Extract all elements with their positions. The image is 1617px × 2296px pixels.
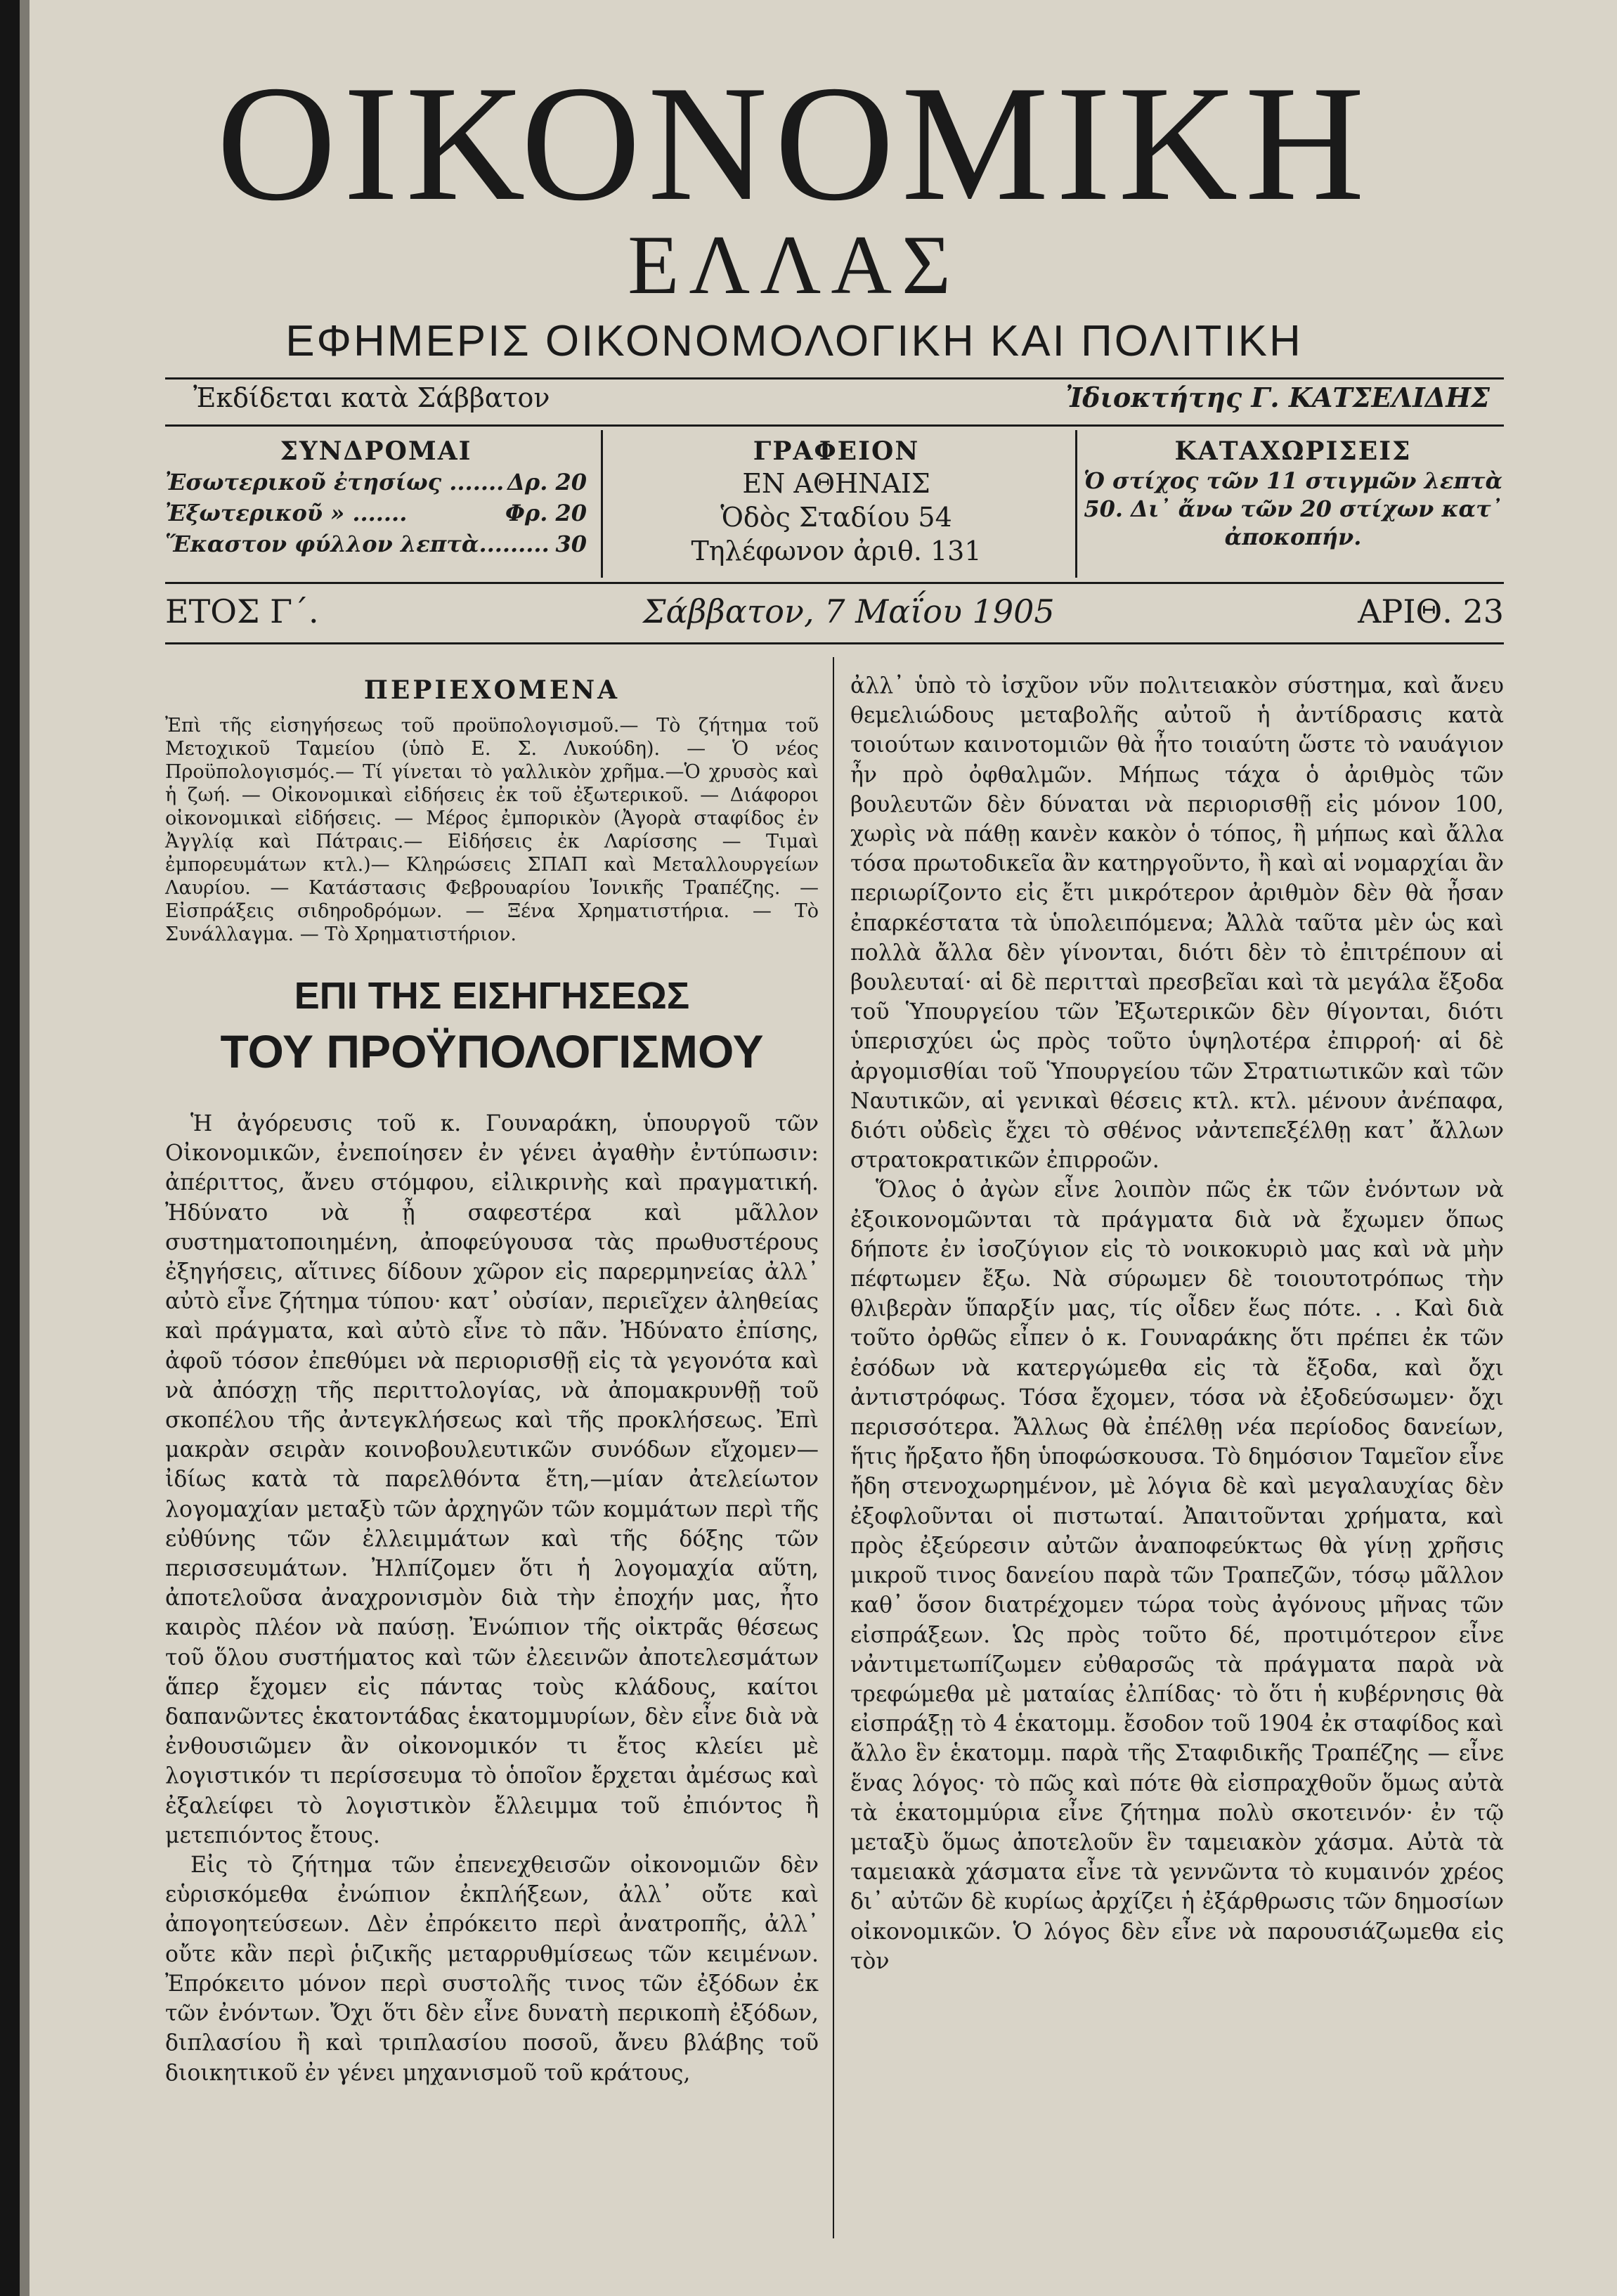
box-divider xyxy=(1075,430,1077,578)
subscription-row xyxy=(165,498,587,528)
article-paragraph: Ἡ ἀγόρευσις τοῦ κ. Γουναράκη, ὑπουργοῦ τῶν Οἰκονομικῶν, ἐνεποίησεν ἐν γένει ἀγαθὴν ἐντύπωσιν: ἀπέριττος, ἄνευ στόμφου, εἰλικρινὴς καὶ πραγματική. Ἠδύνατο νὰ ᾖ σαφεστέρα καὶ μᾶλλον συστηματοποιημένη, ἀποφεύγουσα τὰς πρωθυστέρους ἐξηγήσεις, αἵτινες δίδουν χῶρον εἰς παρερμηνείας ἀλλ᾽ αὐτὸ εἶνε ζήτημα τύπου· κατ᾽ οὐσίαν, περιεῖχεν ἀληθείας καὶ πράγματα, καὶ αὐτὸ εἶνε τὸ πᾶν. Ἠδύνατο ἐπίσης, ἀφοῦ τόσον ἐπεθύμει νὰ περιορισθῇ εἰς τὰ γεγονότα καὶ νὰ ἀπόσχῃ τῆς περιττολογίας, νὰ ἀπομακρυνθῇ τοῦ σκοπέλου τῆς ἀντεγκλήσεως καὶ τῆς προκλήσεως. Ἐπὶ μακρὰν σειρὰν κοινοβουλευτικῶν συνόδων εἴχομεν—ἰδίως κατὰ τὰ παρελθόντα ἔτη,—μίαν ἀτελείωτον λογομαχίαν μεταξὺ τῶν ἀρχηγῶν τῶν κομμάτων περὶ τῆς εὐθύνης τῶν ἐλλειμμάτων καὶ τῆς δόξης τῶν περισσευμάτων. Ἠλπίζομεν ὅτι ἡ λογομαχία αὕτη, ἀποτελοῦσα ἀναχρονισμὸν διὰ τὴν ἐποχήν μας, ἦτο καιρὸς πλέον νὰ παύσῃ. Ἐνώπιον τῆς οἰκτρᾶς θέσεως τοῦ ὅλου συστήματος καὶ τῶν ἐλεεινῶν ἀποτελεσμάτων ἅπερ ἔχομεν εἰς πάντας τοὺς κλάδους, καίτοι δαπανῶντες ἑκατοντάδας ἑκατομμυρίων, δὲν εἶνε διὰ νὰ ἐνθουσιῶμεν ἂν οἰκονομικόν τι ἔτος κλείει μὲ λογιστικόν τι περίσσευμα τὸ ὁποῖον ἔρχεται ἀμέσως καὶ ἐξαλείφει τὸ λογιστικὸν ἔλλειμμα τοῦ ἐπιόντος ἢ μετεπιόντος ἔτους. xyxy=(165,1111,819,1848)
article-heading-line2: ΤΟΥ ΠΡΟΫΠΟΛΟΓΙΣΜΟΥ xyxy=(220,1025,764,1077)
article-paragraph: ἀλλ᾽ ὑπὸ τὸ ἰσχῦον νῦν πολιτειακὸν σύστημα, καὶ ἄνευ θεμελιώδους μεταβολῆς αὐτοῦ ἡ ἀντίδρασις κατὰ τοιούτων καινοτομιῶν θὰ ἦτο τοιαύτη ὥστε τὸ ναυάγιον ἦν πρὸ ὀφθαλμῶν. Μήπως τάχα ὁ ἀριθμὸς τῶν βουλευτῶν δὲν δύναται νὰ περιορισθῇ εἰς μόνον 100, χωρὶς νὰ πάθῃ κανὲν κακὸν ὁ τόπος, ἢ μήπως καὶ ἄλλα τόσα πρωτοδικεῖα ἂν κατηργοῦντο, ἢ καὶ αἱ νομαρχίαι ἂν περιωρίζοντο εἰς ἔτι μικρότερον ἀριθμὸν δὲν θὰ ἦσαν ἐπαρκέστατα τὰ ὑπολειπόμενα; Ἀλλὰ ταῦτα μὲν ὡς καὶ πολλὰ ἄλλα δὲν γίνονται, διότι δὲν τὸ ἐπιτρέπουν αἱ βουλευταί· αἱ δὲ περιτταὶ πρεσβεῖαι καὶ τὰ μεγάλα ἔξοδα τοῦ Ὑπουργείου τῶν Ἐξωτερικῶν δὲν θίγονται, διότι ὑπερισχύει ὡς πρὸς τοῦτο ὑψηλοτέρα ἐπιρροή· αἱ δὲ ἀργομισθίαι τοῦ Ὑπουργείου τῶν Στρατιωτικῶν καὶ τῶν Ναυτικῶν, αἱ γενικαὶ θέσεις κτλ. κτλ. μένουν ἀνέπαφα, διότι οὐδεὶς ἔχει τὸ σθένος νἀντεπεξέλθῃ κατ᾽ ἄλλων στρατοκρατικῶν ἐπιρροῶν. xyxy=(850,673,1504,1174)
right-column xyxy=(850,671,1504,1976)
article-paragraph: Εἰς τὸ ζήτημα τῶν ἐπενεχθεισῶν οἰκονομιῶν δὲν εὑρισκόμεθα ἐνώπιον ἐκπλήξεων, ἀλλ᾽ οὔτε καὶ ἀπογοητεύσεων. Δὲν ἐπρόκειτο περὶ ἀνατροπῆς, ἀλλ᾽ οὔτε κἂν περὶ ῥιζικῆς μεταρρυθμίσεως τῶν κειμένων. Ἐπρόκειτο μόνον περὶ συστολῆς τινος τῶν ἐξόδων ἐκ τῶν ἐνόντων. Ὄχι ὅτι δὲν εἶνε δυνατὴ περικοπὴ ἐξόδων, διπλασίου ἢ καὶ τριπλασίου ποσοῦ, ἄνευ βλάβης τοῦ διοικητικοῦ ἐν γένει μηχανισμοῦ τοῦ κράτους, xyxy=(165,1853,819,2086)
advertising-rates: Ὁ στίχος τῶν 11 στιγμῶν λεπτὰ 50. Δι᾽ ἄνω τῶν 20 στίχων κατ᾽ ἀποκοπήν. xyxy=(1083,467,1503,550)
subscriptions-box xyxy=(165,436,587,559)
publication-frequency: Ἐκδίδεται κατὰ Σάββατον xyxy=(193,382,550,413)
article-paragraph: Ὅλος ὁ ἀγὼν εἶνε λοιπὸν πῶς ἐκ τῶν ἐνόντων νὰ ἐξοικονομῶνται τὰ πράγματα διὰ νὰ ἔχωμεν ὅπως δήποτε ἐν ἰσοζύγιον εἰς τὸ νοικοκυριὸ μας καὶ νὰ μὴν πέφτωμεν ἔξω. Νὰ σύρωμεν δὲ τοιουτοτρόπως τὴν θλιβερὰν ὕπαρξίν μας, τίς οἶδεν ἕως πότε. . . Καὶ διὰ τοῦτο ὀρθῶς εἶπεν ὁ κ. Γουναράκης ὅτι πρέπει ἐκ τῶν ἐσόδων νὰ κατεργώμεθα εἰς τὰ ἔξοδα, καὶ ὄχι ἀντιστρόφως. Τόσα ἔχομεν, τόσα νὰ ἐξοδεύσωμεν· ὄχι περισσότερα. Ἄλλως θὰ ἐπέλθῃ νέα περίοδος δανείων, ἥτις ἤρξατο ἤδη ὑποφώσκουσα. Τὸ δημόσιον Ταμεῖον εἶνε ἤδη στενοχωρημένον, μὲ λόγια δὲ καὶ μεγαλαυχίας δὲν ἐξοφλοῦνται οἱ πιστωταί. Ἀπαιτοῦνται χρήματα, καὶ πρὸς ἐξεύρεσιν αὐτῶν ἀναποφεύκτως θὰ γίνῃ χρῆσις μικροῦ τινος δανείου παρὰ τῶν Τραπεζῶν, τόσῳ μᾶλλον καθ᾽ ὅσον διατρέχομεν τώρα τοὺς ἀγόνους μῆνας τῶν εἰσπράξεων. Ὡς πρὸς τοῦτο δέ, προτιμότερον εἶνε νἀντιμετωπίζωμεν εὐθαρσῶς τὰ πράγματα παρὰ νὰ τρεφώμεθα μὲ ματαίας ἐλπίδας· τὸ ὅτι ἡ κυβέρνησις θὰ εἰσπράξῃ τὸ 4 ἑκατομμ. ἔσοδον τοῦ 1904 ἐκ σταφίδος καὶ ἄλλο ἓν ἑκατομμ. παρὰ τῆς Σταφιδικῆς Τραπέζης — εἶνε ἕνας λόγος· τὸ πῶς καὶ πότε θὰ εἰσπραχθοῦν ὅμως αὐτὰ τὰ ἑκατομμύρια εἶνε ζήτημα πολὺ σκοτεινόν· ἐν τῷ μεταξὺ ὅμως ἀποτελοῦν ἓν ταμειακὸν χάσμα. Αὐτὰ τὰ ταμειακὰ χάσματα εἶνε τὰ γεννῶντα τὸ κυμαινόν χρέος δι᾽ αὐτῶν δὲ κυρίως ἀρχίζει ἡ ἐξάρθρωσις τῶν δημοσίων οἰκονομικῶν. Ὁ λόγος δὲν εἶνε νὰ παρουσιάζωμεθα εἰς τὸν xyxy=(850,1177,1504,1974)
subscription-row xyxy=(165,528,587,559)
article-body-right xyxy=(850,671,1504,1976)
box-bottom-rule xyxy=(165,582,1504,584)
office-title: ΓΡΑΦΕΙΟΝ xyxy=(753,436,920,466)
subscription-unit: Δρ. xyxy=(507,469,548,495)
issue-date: Σάββατον, 7 Μαΐου 1905 xyxy=(643,592,1055,630)
newspaper-tagline: ΕΦΗΜΕΡΙΣ ΟΙΚΟΝΟΜΟΛΟΓΙΚΗ ΚΑΙ ΠΟΛΙΤΙΚΗ xyxy=(285,317,1303,365)
column-divider xyxy=(833,657,834,2238)
article-body-left xyxy=(165,1109,819,2088)
issue-rule xyxy=(165,642,1504,644)
article-heading-line1: ΕΠΙ ΤΗΣ ΕΙΣΗΓΗΣΕΩΣ xyxy=(294,975,690,1017)
binding-shadow xyxy=(0,0,20,2296)
office-line: ΕΝ ΑΘΗΝΑΙΣ xyxy=(742,468,930,499)
masthead-rule xyxy=(165,377,1504,380)
contents-title: ΠΕΡΙΕΧΟΜΕΝΑ xyxy=(363,675,621,705)
subscription-label: Ἕκαστον φύλλον λεπτὰ......... xyxy=(165,531,550,557)
issue-number: ΑΡΙΘ. 23 xyxy=(1358,592,1504,630)
subscription-unit: Φρ. xyxy=(505,500,548,526)
left-column xyxy=(165,675,819,2088)
subscription-label: Ἐσωτερικοῦ ἐτησίως ....... xyxy=(165,469,505,495)
info-rule xyxy=(165,424,1504,427)
masthead xyxy=(84,52,1504,367)
advertising-title: ΚΑΤΑΧΩΡΙΣΕΙΣ xyxy=(1174,436,1412,466)
subscription-price: 30 xyxy=(555,531,587,557)
subscriptions-title: ΣΥΝΔΡΟΜΑΙ xyxy=(280,436,472,466)
subscription-price: 20 xyxy=(555,469,587,495)
box-divider xyxy=(601,430,603,578)
subscription-price: 20 xyxy=(555,500,587,526)
subscription-label: Ἐξωτερικοῦ » ....... xyxy=(165,500,408,526)
owner-line: Ἰδιοκτήτης Γ. ΚΑΤΣΕΛΙΔΗΣ xyxy=(1065,382,1490,413)
office-phone: Τηλέφωνον ἀριθ. 131 xyxy=(691,536,982,566)
subscription-row xyxy=(165,467,587,498)
contents-text: Ἐπὶ τῆς εἰσηγήσεως τοῦ προϋπολογισμοῦ.— Τὸ ζήτημα τοῦ Μετοχικοῦ Ταμείου (ὑπὸ Ε. Σ. Λυκούδη). — Ὁ νέος Προϋπολογισμός.— Τί γίνεται τὸ γαλλικὸν χρῆμα.—Ὁ χρυσὸς καὶ ἡ ζωή. — Οἰκονομικαὶ εἰδήσεις ἐκ τοῦ ἐξωτερικοῦ. — Διάφοροι οἰκονομικαὶ εἰδήσεις. — Μέρος ἐμπορικὸν (Ἀγορὰ σταφίδος ἐν Ἀγγλίᾳ καὶ Πάτραις.— Εἰδήσεις ἐκ Λαρίσσης — Τιμαὶ ἐμπορευμάτων κτλ.)— Κληρώσεις ΣΠΑΠ καὶ Μεταλλουργείων Λαυρίου. — Κατάστασις Φεβρουαρίου Ἰονικῆς Τραπέζης. — Εἰσπράξεις σιδηροδρόμων. — Ξένα Χρηματιστήρια. — Τὸ Συνάλλαγμα. — Τὸ Χρηματιστήριον. xyxy=(165,715,819,945)
binding-edge xyxy=(20,0,30,2296)
office-box xyxy=(611,436,1061,568)
issue-bar xyxy=(165,592,1504,634)
advertising-box xyxy=(1082,436,1504,551)
issue-year: ΕΤΟΣ Γ΄. xyxy=(165,592,319,630)
newspaper-title: ΟΙΚΟΝΟΜΙΚΗ xyxy=(216,52,1372,235)
newspaper-subtitle: ΕΛΛΑΣ xyxy=(628,218,961,311)
office-address: Ὁδὸς Σταδίου 54 xyxy=(720,502,952,533)
